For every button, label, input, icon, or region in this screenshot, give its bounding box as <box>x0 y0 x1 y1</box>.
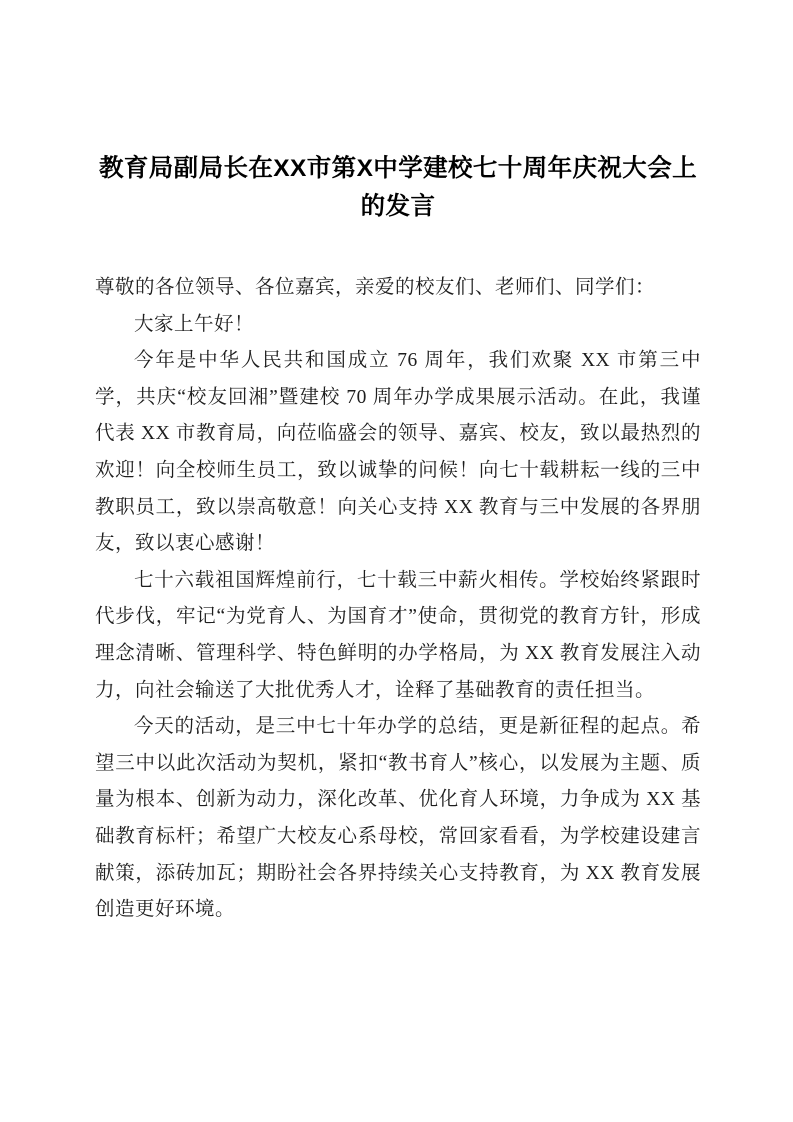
page-title: 教育局副局长在XX市第X中学建校七十周年庆祝大会上的发言 <box>98 155 698 220</box>
paragraph-salutation: 尊敬的各位领导、各位嘉宾，亲爱的校友们、老师们、同学们： <box>95 277 656 298</box>
document-content <box>95 150 701 929</box>
paragraph-opening-welcome: 今年是中华人民共和国成立 76 周年，我们欢聚 XX 市第三中学，共庆“校友回湘”暨建校 70 周年办学成果展示活动。在此，我谨代表 XX 市教育局，向莅临盛会的领导、嘉宾、校友，致以最热烈的欢迎！向全校师生员工，致以诚挚的问候！向七十载耕耘一线的三中教职员工，致以崇高敬意！向关心支持 XX 教育与三中发展的各界朋友，致以衷心感谢！ <box>95 350 701 555</box>
document-body <box>95 270 701 929</box>
paragraph-greeting: 大家上午好！ <box>134 313 255 335</box>
paragraph-school-achievements: 七十六载祖国辉煌前行，七十载三中薪火相传。学校始终紧跟时代步伐，牢记“为党育人、为国育才”使命，贯彻党的教育方针，形成理念清晰、管理科学、特色鲜明的办学格局，为 XX 教育发展注入动力，向社会输送了大批优秀人才，诠释了基础教育的责任担当。 <box>95 569 701 701</box>
paragraph-future-hopes: 今天的活动，是三中七十年办学的总结，更是新征程的起点。希望三中以此次活动为契机，紧扣“教书育人”核心，以发展为主题、质量为根本、创新为动力，深化改革、优化育人环境，力争成为 XX 基础教育标杆；希望广大校友心系母校，常回家看看，为学校建设建言献策，添砖加瓦；期盼社会各界持续关心支持教育，为 XX 教育发展创造更好环境。 <box>95 716 701 921</box>
